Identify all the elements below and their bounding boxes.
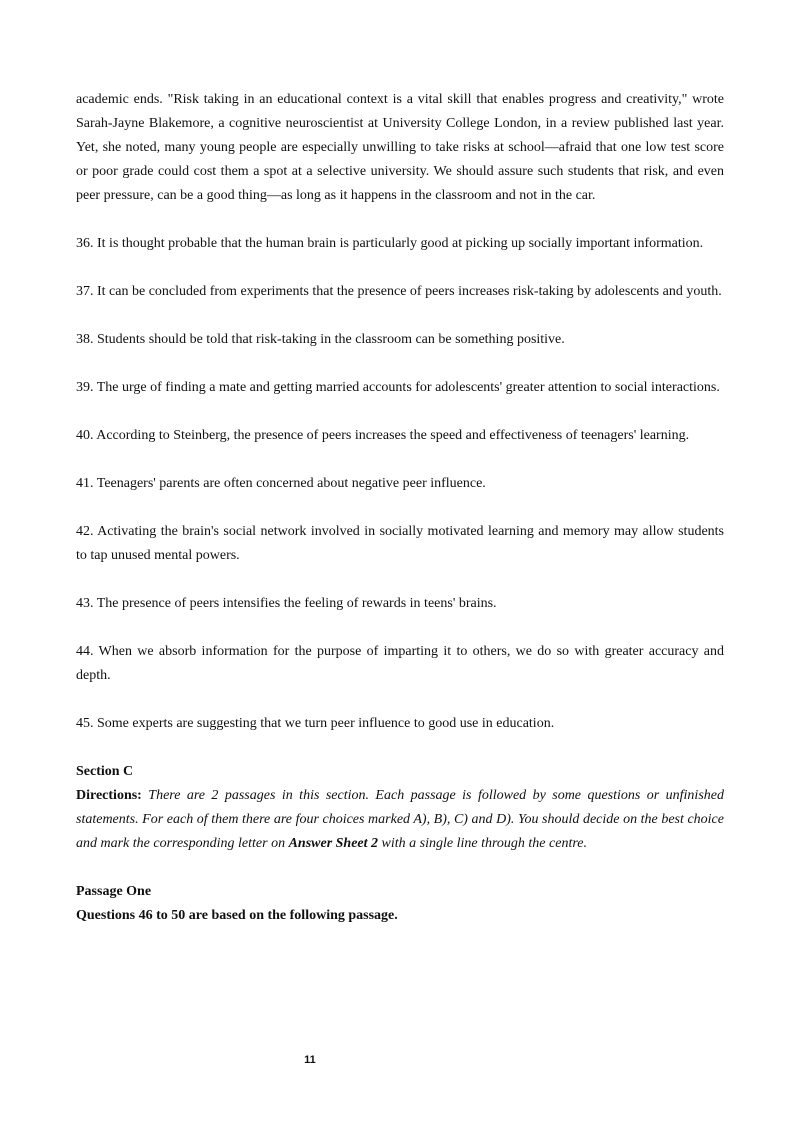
statement-42: 42. Activating the brain's social network involved in socially motivated learning and memory may allow students to tap unused mental powers. — [76, 524, 724, 563]
statement-36: 36. It is thought probable that the human brain is particularly good at picking up socially important information. — [76, 236, 704, 251]
statement-38: 38. Students should be told that risk-taking in the classroom can be something positive. — [76, 332, 565, 347]
intro-paragraph: academic ends. "Risk taking in an educational context is a vital skill that enables progress and creativity," wrote Sarah-Jayne Blakemore, a cognitive neuroscientist at University College London, in a review published last year. Yet, she noted, many young people are especially unwilling to take risks at school—afraid that one low test score or poor grade could cost them a spot at a selective university. We should assure such students that risk, and even peer pressure, can be a good thing—as long as it happens in the classroom and not in the car. — [76, 92, 724, 203]
page-number: 11 — [304, 1054, 316, 1066]
statement-43: 43. The presence of peers intensifies the feeling of rewards in teens' brains. — [76, 596, 497, 611]
spacer — [76, 856, 724, 880]
statement-45: 45. Some experts are suggesting that we turn peer influence to good use in education. — [76, 716, 555, 731]
document-page — [76, 88, 724, 928]
directions-label: Directions: — [76, 788, 142, 803]
statement-39: 39. The urge of finding a mate and getting married accounts for adolescents' greater attention to social interactions. — [76, 380, 720, 395]
statement-37: 37. It can be concluded from experiments that the presence of peers increases risk-taking by adolescents and youth. — [76, 284, 722, 299]
spacer — [76, 208, 724, 232]
answer-sheet-label: Answer Sheet 2 — [288, 836, 382, 851]
directions-text-end: with a single line through the centre. — [381, 836, 587, 851]
statement-41: 41. Teenagers' parents are often concerned about negative peer influence. — [76, 476, 486, 491]
statement-40: 40. According to Steinberg, the presence of peers increases the speed and effectiveness of teenagers' learning. — [76, 428, 690, 443]
section-title: Section C — [76, 764, 134, 779]
statement-44: 44. When we absorb information for the purpose of imparting it to others, we do so with greater accuracy and depth. — [76, 644, 724, 683]
passage-subtitle: Questions 46 to 50 are based on the following passage. — [76, 908, 398, 923]
passage-title: Passage One — [76, 884, 152, 899]
directions-text: There are 2 passages in this section. Each passage is followed by some questions or unfinished statements. For each of them there are four choices marked A), B), C) and D). You should decide on the best choice and mark the corresponding letter on — [76, 788, 724, 851]
directions — [76, 784, 724, 856]
